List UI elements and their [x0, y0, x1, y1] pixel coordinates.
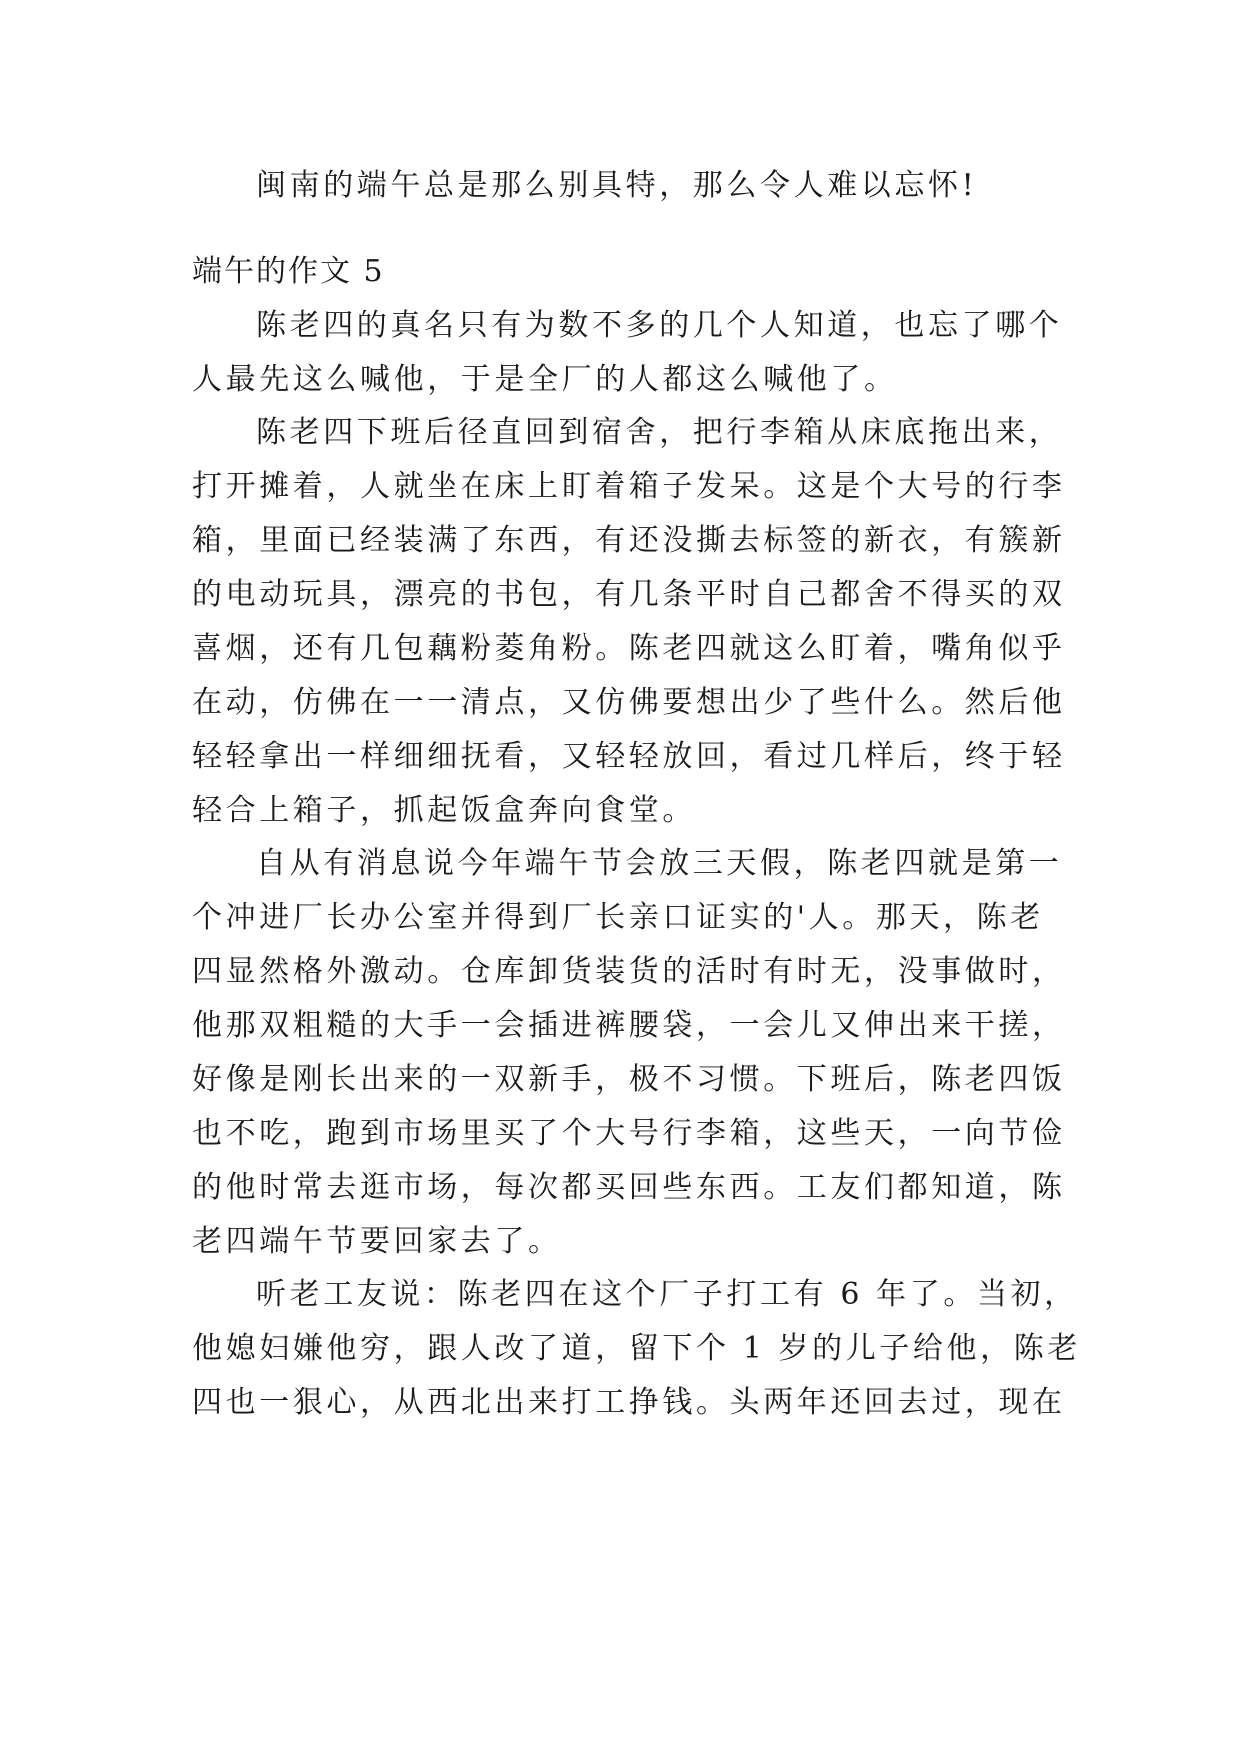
paragraph-line: 他媳妇嫌他穷，跟人改了道，留下个 1 岁的儿子给他，陈老	[192, 1331, 1081, 1366]
paragraph-line: 人最先这么喊他，于是全厂的人都这么喊他了。	[192, 362, 898, 397]
paragraph-line: 四也一狠心，从西北出来打工挣钱。头两年还回去过，现在	[192, 1385, 1066, 1420]
paragraph-line: 喜烟，还有几包藕粉菱角粉。陈老四就这么盯着，嘴角似乎	[192, 631, 1066, 666]
paragraph-line: 自从有消息说今年端午节会放三天假，陈老四就是第一	[256, 846, 1063, 881]
paragraph-line: 四显然格外激动。仓库卸货装货的活时有时无，没事做时，	[192, 954, 1066, 989]
paragraph-line: 听老工友说：陈老四在这个厂子打工有 6 年了。当初，	[256, 1277, 1078, 1312]
paragraph-line: 陈老四的真名只有为数不多的几个人知道，也忘了哪个	[256, 308, 1063, 343]
paragraph-line: 的电动玩具，漂亮的书包，有几条平时自己都舍不得买的双	[192, 577, 1066, 612]
paragraph-line: 在动，仿佛在一一清点，又仿佛要想出少了些什么。然后他	[192, 685, 1066, 720]
section-title: 端午的作文 5	[192, 254, 385, 289]
paragraph-line: 好像是刚长出来的一双新手，极不习惯。下班后，陈老四饭	[192, 1062, 1066, 1097]
paragraph-line: 轻合上箱子，抓起饭盒奔向食堂。	[192, 793, 696, 828]
paragraph-line: 个冲进厂长办公室并得到厂长亲口证实的'人。那天，陈老	[192, 900, 1044, 935]
paragraph-line: 箱，里面已经装满了东西，有还没撕去标签的新衣，有簇新	[192, 523, 1066, 558]
closing-line: 闽南的端午总是那么别具特，那么令人难以忘怀!	[256, 168, 978, 203]
paragraph-line: 的他时常去逛市场，每次都买回些东西。工友们都知道，陈	[192, 1170, 1066, 1205]
paragraph-line: 轻轻拿出一样细细抚看，又轻轻放回，看过几样后，终于轻	[192, 739, 1066, 774]
paragraph-line: 陈老四下班后径直回到宿舍，把行李箱从床底拖出来，	[256, 415, 1063, 450]
paragraph-line: 老四端午节要回家去了。	[192, 1224, 562, 1259]
paragraph-line: 打开摊着，人就坐在床上盯着箱子发呆。这是个大号的行李	[192, 469, 1066, 504]
paragraph-line: 也不吃，跑到市场里买了个大号行李箱，这些天，一向节俭	[192, 1116, 1066, 1151]
paragraph-line: 他那双粗糙的大手一会插进裤腰袋，一会儿又伸出来干搓，	[192, 1008, 1066, 1043]
